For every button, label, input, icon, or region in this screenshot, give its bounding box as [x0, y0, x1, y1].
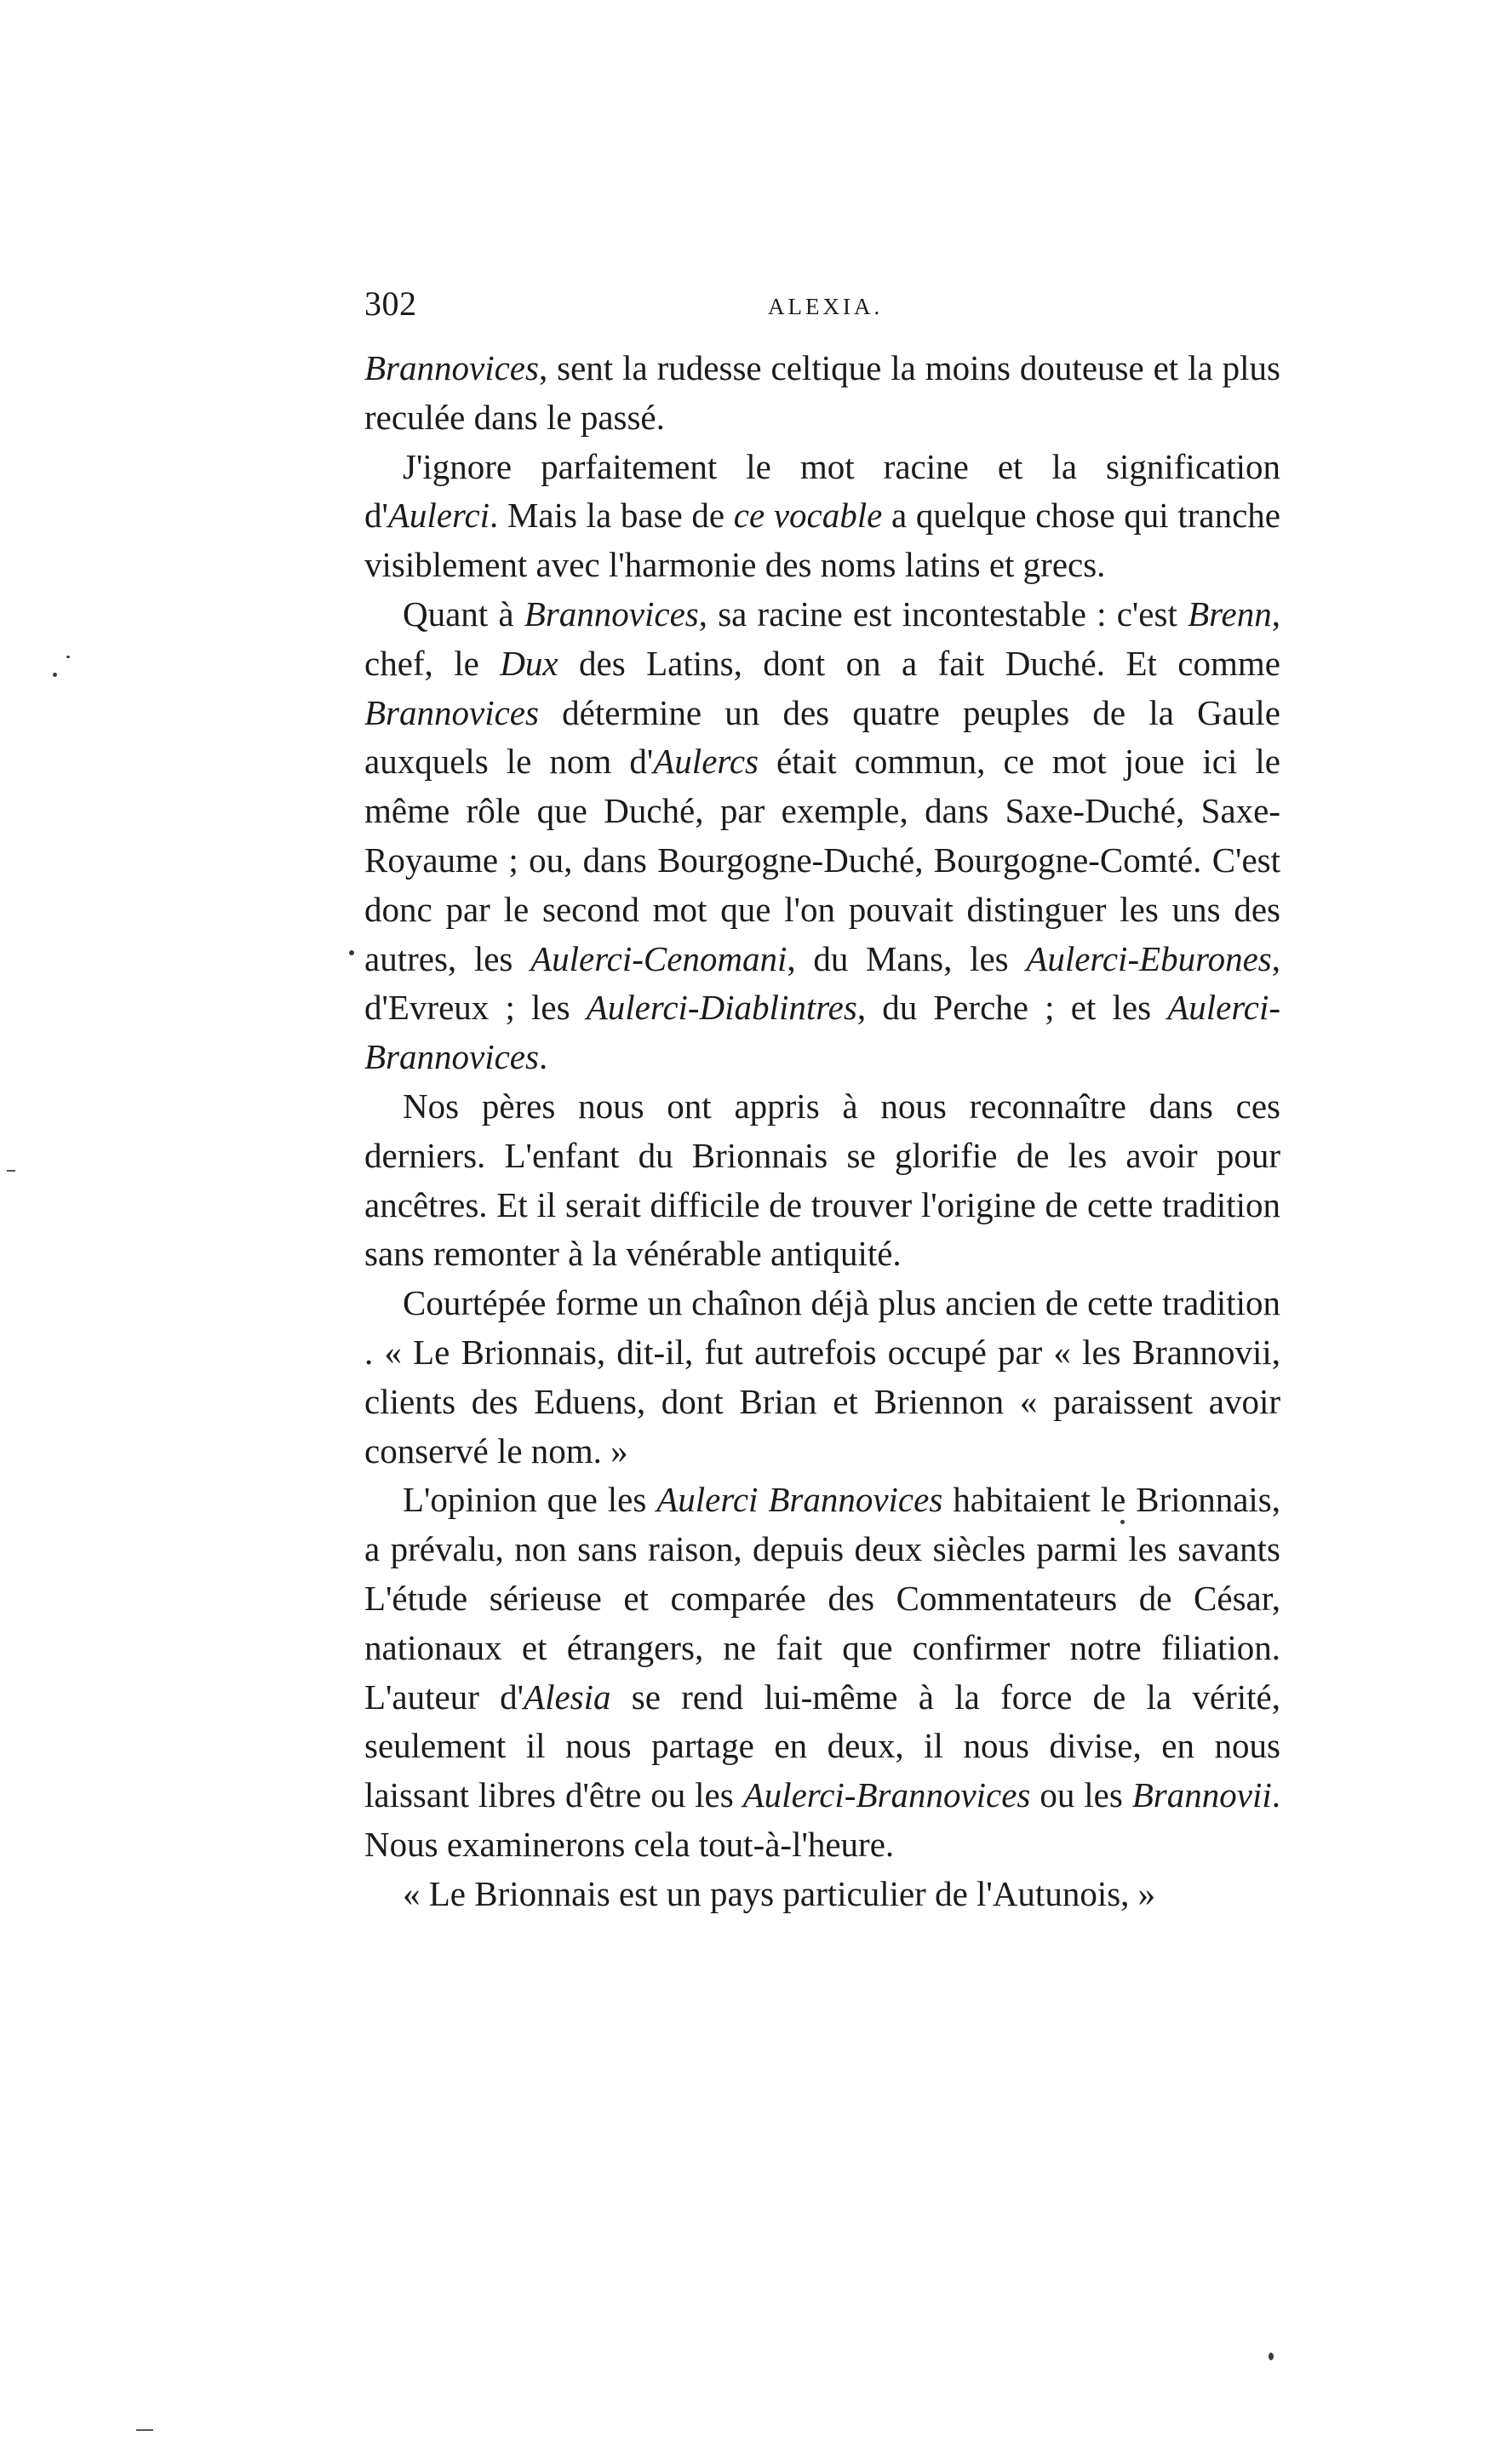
paragraph-6 [364, 1476, 1280, 1869]
italic-term: Brannovices [364, 692, 539, 732]
italic-term: Brenn [1188, 593, 1272, 633]
italic-term: Alesia [524, 1677, 611, 1717]
italic-term: Brannovices [524, 593, 699, 633]
italic-term: Dux [500, 643, 558, 683]
text-run: , d'Evreux ; les [364, 938, 1280, 1028]
italic-term: Brannovices [364, 348, 539, 387]
text-run: , du Mans, les [787, 938, 1027, 978]
scan-speck [53, 673, 57, 677]
text-run: des Latins, dont on a fait Duché. Et comme [558, 643, 1280, 683]
text-run: , chef, le [364, 593, 1280, 683]
page-number: 302 [364, 284, 417, 323]
text-run: . Mais la base de [490, 496, 734, 536]
text-run: Courtépée forme un chaînon déjà plus ancien de cette tradition . « Le Brionnais, dit-il, fut autrefois occupé par « les Brannovii, clients des Eduens, dont Brian et Briennon « paraissent avoir conservé le nom. » [364, 1283, 1280, 1470]
running-title: ALEXIA. [768, 294, 884, 319]
text-run: détermine un des quatre peuples de la Gaule auxquels le nom d' [364, 692, 1280, 782]
text-run: ou les [1030, 1775, 1132, 1815]
italic-term: Aulerci [387, 496, 490, 536]
paragraph-3 [364, 590, 1280, 1082]
scan-speck [349, 950, 354, 955]
scan-speck [1269, 2353, 1274, 2360]
scan-mark [7, 1170, 15, 1172]
italic-term: ce vocable [733, 496, 883, 536]
italic-term: Aulerci-Cenomani [530, 938, 788, 978]
text-run: . [538, 1037, 548, 1077]
paragraph-2 [364, 443, 1280, 590]
paragraph-5 [364, 1279, 1280, 1476]
text-run: Nos pères nous ont appris à nous reconnaître dans ces derniers. L'enfant du Brionnais se glorifie de les avoir pour ancêtres. Et il serait difficile de trouver l'origine de cette tradition sans remonter à la vénérable antiquité. [364, 1086, 1280, 1274]
italic-term: Aulerci Brannovices [656, 1480, 943, 1520]
text-run: était commun, ce mot joue ici le même rôle que Duché, par exemple, dans Saxe-Duché, Saxe-Royaume ; ou, dans Bourgogne-Duché, Bourgogne-Comté. C'est donc par le second mot que l'on pouvait distinguer les uns des autres, les [364, 742, 1280, 978]
italic-term: Aulercs [653, 742, 759, 782]
text-run: « Le Brionnais est un pays particulier de l'Autunois, » [403, 1873, 1156, 1913]
text-run: L'opinion que les [403, 1480, 657, 1520]
text-run: , sent la rudesse celtique la moins douteuse et la plus reculée dans le passé. [364, 348, 1280, 437]
text-run: . Nous examinerons cela tout-à-l'heure. [364, 1775, 1280, 1864]
page-header [364, 284, 1284, 326]
text-run: a quelque chose qui tranche visiblement avec l'harmonie des noms latins et grecs. [364, 496, 1280, 585]
body-text [364, 344, 1280, 1919]
paragraph-4 [364, 1082, 1280, 1279]
scan-speck [66, 656, 70, 658]
text-run: habitaient le Brionnais, a prévalu, non sans raison, depuis deux siècles parmi les savants L'étude sérieuse et comparée des Commentateurs de César, nationaux et étrangers, ne fait que confirmer notre filiation. L'auteur d' [364, 1480, 1280, 1717]
italic-term: Aulerci-Brannovices [364, 988, 1281, 1077]
text-run: J'ignore parfaitement le mot racine et la signification d' [364, 446, 1280, 536]
text-run: Quant à [403, 593, 524, 633]
text-run: , du Perche ; et les [856, 988, 1168, 1028]
scan-mark [136, 2429, 153, 2431]
italic-term: Brannovii [1131, 1775, 1272, 1815]
italic-term: Aulerci-Brannovices [742, 1775, 1031, 1815]
scan-speck [1120, 1520, 1125, 1524]
text-run: se rend lui-même à la force de la vérité, seulement il nous partage en deux, il nous divise, en nous laissant libres d'être ou les [364, 1677, 1280, 1815]
paragraph-7 [364, 1870, 1280, 1919]
italic-term: Aulerci-Eburones [1026, 938, 1272, 978]
italic-term: Aulerci-Diablintres [586, 988, 857, 1028]
text-run: , sa racine est incontestable : c'est [698, 593, 1188, 633]
paragraph-1 [364, 344, 1280, 443]
